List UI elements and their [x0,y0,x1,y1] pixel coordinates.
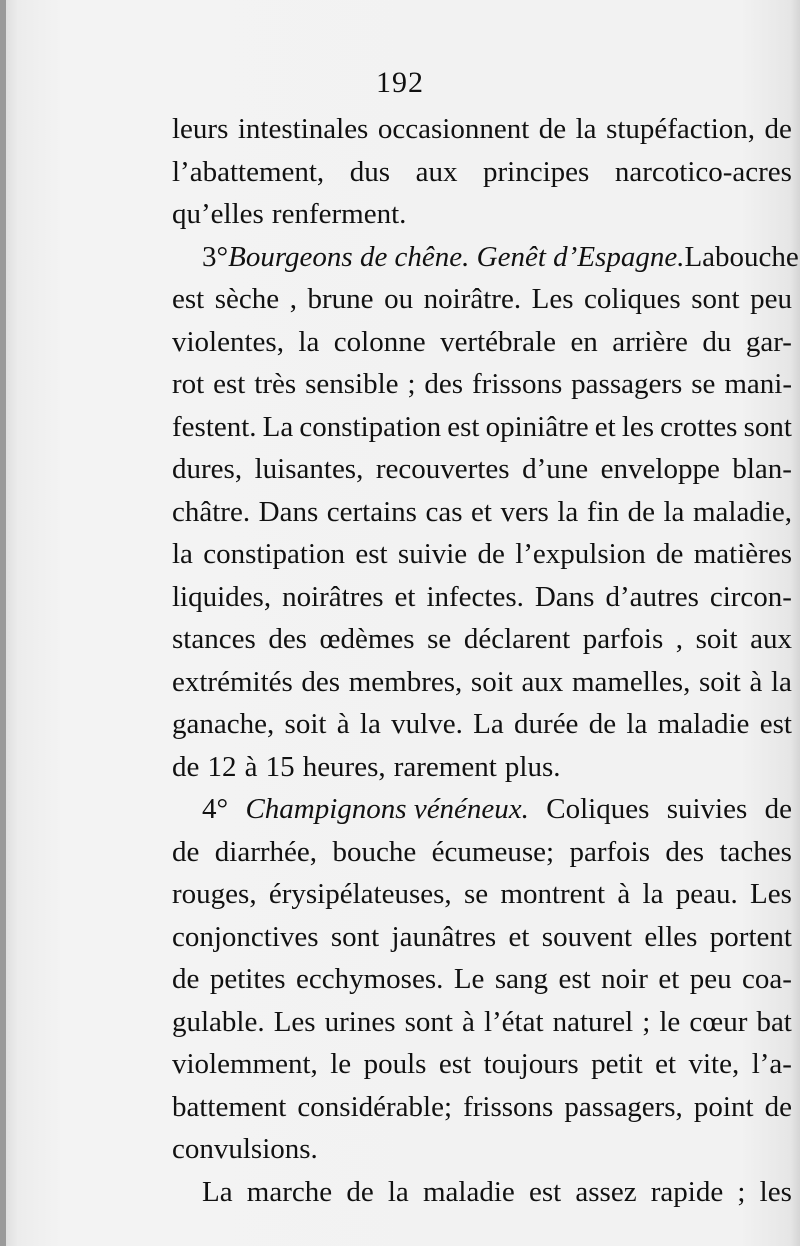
word: la [770,665,792,698]
word: rot [172,368,205,400]
word: matières [693,538,792,570]
word: renferment. [271,198,407,230]
word: opiniâtre [485,410,589,443]
word: mani- [724,368,792,400]
word: marche [246,1175,333,1208]
word: la [172,538,193,570]
text-line [172,661,792,704]
word: se [427,623,452,655]
word: est [447,410,480,443]
word: passagers, [564,1090,683,1123]
word: des [665,835,705,868]
word: la [642,878,664,910]
word: constipation [299,410,442,443]
word: vite, [688,1048,740,1080]
word: de [764,113,792,145]
word: liquides, [172,580,272,613]
word: dures, [172,453,243,485]
text-line [172,321,792,364]
word: constipation [203,538,346,570]
word: , [675,623,684,655]
word: de [538,113,567,145]
body-text [172,108,799,1213]
word: se [463,878,489,910]
text-line [172,278,792,321]
text-line [172,193,792,236]
word: peu [689,963,732,995]
word: Coliques [546,793,650,825]
text-line [172,916,792,959]
word: sont [691,283,740,315]
word: de [764,1090,792,1123]
word: est [213,368,246,400]
word: coliques [584,283,681,315]
word: Dans [534,580,595,613]
word: qu’elles [172,198,264,230]
word: considérable; [297,1090,453,1123]
word: elles [644,920,698,953]
page-number: 192 [376,66,424,99]
word: les [759,1175,792,1208]
word: frissons [472,368,563,400]
word: d’une [522,453,589,485]
word: Bourgeons de chêne. Genêt d’Espagne. [228,240,685,273]
word: noirâtre. [423,283,522,315]
text-line [172,1001,792,1044]
text-line [172,1043,792,1086]
word: de [627,495,655,528]
text-line [172,576,792,619]
word: Le [453,963,485,995]
word: est [759,708,792,740]
word: de [477,538,505,570]
word: Dans [258,495,319,528]
word: la [387,1175,409,1208]
word: pouls [363,1048,427,1080]
word: et [594,410,616,443]
word: peu [750,283,792,315]
word: érysipélateuses, [268,878,452,910]
word: festent. [172,410,257,443]
word: gulable. [172,1005,265,1038]
word: rapide [650,1175,724,1208]
word: sensible [305,368,399,400]
word: se [691,368,716,400]
word: sont [743,410,792,443]
word: violemment, [172,1048,318,1080]
word: l’a- [751,1048,792,1080]
word: sont [330,920,380,953]
word: la [557,495,579,528]
word: la [298,325,320,358]
word: violentes, [172,325,284,358]
word: rarement [393,750,497,783]
text-line [172,746,792,789]
word: La [202,1175,233,1208]
word: de [764,793,792,825]
word: convulsions. [172,1133,318,1165]
word: arrière [612,325,688,358]
text-line [172,151,792,194]
word: gar- [745,325,792,358]
word: est [172,283,205,315]
word: ou [384,283,414,315]
text-line [172,788,792,831]
text-line [172,406,792,449]
word: naturel [552,1005,634,1038]
word: la [575,113,597,145]
word: rouges, [172,878,257,910]
word: et [394,580,416,613]
word: blan- [732,453,792,485]
word: aux [415,155,458,188]
word: aux [750,623,792,655]
word: Champignons vénéneux. [245,793,529,825]
word: de [656,538,684,570]
word: le [659,1005,681,1038]
text-line [172,448,792,491]
text-line [172,491,792,534]
word: narcotico-acres [614,155,792,188]
word: fin [586,495,620,528]
word: 12 [207,750,237,783]
word: bat [756,1005,792,1038]
word: soit [284,708,327,740]
word: petites [209,963,286,995]
word: , [289,283,297,315]
word: ; [737,1175,746,1208]
word: dus [349,155,391,188]
word: enveloppe [600,453,720,485]
word: sont [404,1005,453,1038]
word: Les [750,878,792,910]
word: à [336,708,350,740]
word: La [684,240,716,273]
word: parfois [569,835,650,868]
text-line [172,1086,792,1129]
word: cœur [689,1005,748,1038]
word: l’abattement, [172,155,325,188]
word: 4° [202,793,229,825]
word: et [658,963,680,995]
word: colonne [333,325,426,358]
word: jaunâtres [391,920,497,953]
word: est [355,538,388,570]
text-line [172,108,792,151]
word: suivies [666,793,748,825]
text-line [172,831,792,874]
word: ; [407,368,416,400]
word: du [702,325,732,358]
word: 3° [202,240,229,273]
word: suivie [397,538,468,570]
word: vulve. [391,708,463,740]
word: 15 [265,750,295,783]
word: brune [307,283,374,315]
word: petit [591,1048,643,1080]
word: bouche [715,240,799,273]
word: mamelles, [571,665,691,698]
word: les [621,410,655,443]
word: et [655,1048,677,1080]
word: de [172,750,200,783]
word: maladie [423,1175,515,1208]
word: des [301,665,341,698]
text-line [172,236,799,279]
word: heures, [302,750,386,783]
word: assez [575,1175,637,1208]
word: œdèmes [319,623,415,655]
word: de [172,835,200,868]
word: soit [470,665,513,698]
word: toujours [483,1048,579,1080]
text-line [172,363,792,406]
word: noir [601,963,648,995]
word: déclarent [463,623,571,655]
word: de [346,1175,374,1208]
word: La [262,410,294,443]
word: stupéfaction, [606,113,756,145]
text-line [172,1171,792,1214]
text-line [172,533,792,576]
word: est [528,1175,562,1208]
word: souvent [541,920,632,953]
word: des [424,368,464,400]
word: stances [172,623,256,655]
word: principes [483,155,590,188]
word: maladie, [692,495,792,528]
text-line [172,958,792,1001]
word: sang [494,963,549,995]
word: urines [324,1005,396,1038]
word: circon- [709,580,792,613]
word: la [626,708,648,740]
word: à [462,1005,475,1038]
word: châtre. [172,495,251,528]
word: des [268,623,307,655]
word: ganache, [172,708,275,740]
word: le [330,1048,352,1080]
word: la [663,495,685,528]
word: diarrhée, [214,835,318,868]
word: passagers [571,368,683,400]
word: aux [521,665,564,698]
word: en [570,325,598,358]
word: maladie [657,708,750,740]
word: ; [642,1005,651,1038]
text-line [172,618,792,661]
word: point [693,1090,754,1123]
word: membres, [348,665,463,698]
word: occasionnent [377,113,530,145]
word: luisantes, [254,453,364,485]
word: l’état [483,1005,544,1038]
word: et [471,495,492,528]
word: la [359,708,381,740]
word: sèche [214,283,280,315]
word: Les [531,283,574,315]
word: noirâtres [282,580,384,613]
text-line [172,703,792,746]
word: infectes. [426,580,524,613]
word: durée [514,708,579,740]
word: vers [500,495,549,528]
word: est [438,1048,472,1080]
word: parfois [582,623,664,655]
word: vertébrale [440,325,556,358]
word: crottes [660,410,738,443]
word: conjonctives [172,920,319,953]
word: taches [719,835,792,868]
word: montrent [500,878,606,910]
text-line [172,873,792,916]
word: bouche [332,835,417,868]
word: à [749,665,763,698]
word: écumeuse; [431,835,555,868]
text-line [172,1128,792,1171]
word: est [558,963,591,995]
word: La [473,708,504,740]
word: recouvertes [375,453,510,485]
word: extrémités [172,665,293,698]
word: ecchymoses. [295,963,444,995]
word: de [588,708,617,740]
word: d’autres [605,580,699,613]
word: Les [273,1005,316,1038]
word: de [172,963,200,995]
word: peau. [675,878,738,910]
word: portent [709,920,792,953]
word: battement [172,1090,287,1123]
word: certains [326,495,417,528]
word: intestinales [237,113,369,145]
word: cas [425,495,463,528]
word: l’expulsion [515,538,646,570]
word: et [508,920,530,953]
word: à [617,878,631,910]
word: soit [698,665,741,698]
word: plus. [504,750,561,783]
word: coa- [742,963,792,995]
word: très [254,368,297,400]
word: soit [695,623,738,655]
word: leurs [172,113,229,145]
word: frissons [463,1090,554,1123]
word: à [244,750,258,783]
